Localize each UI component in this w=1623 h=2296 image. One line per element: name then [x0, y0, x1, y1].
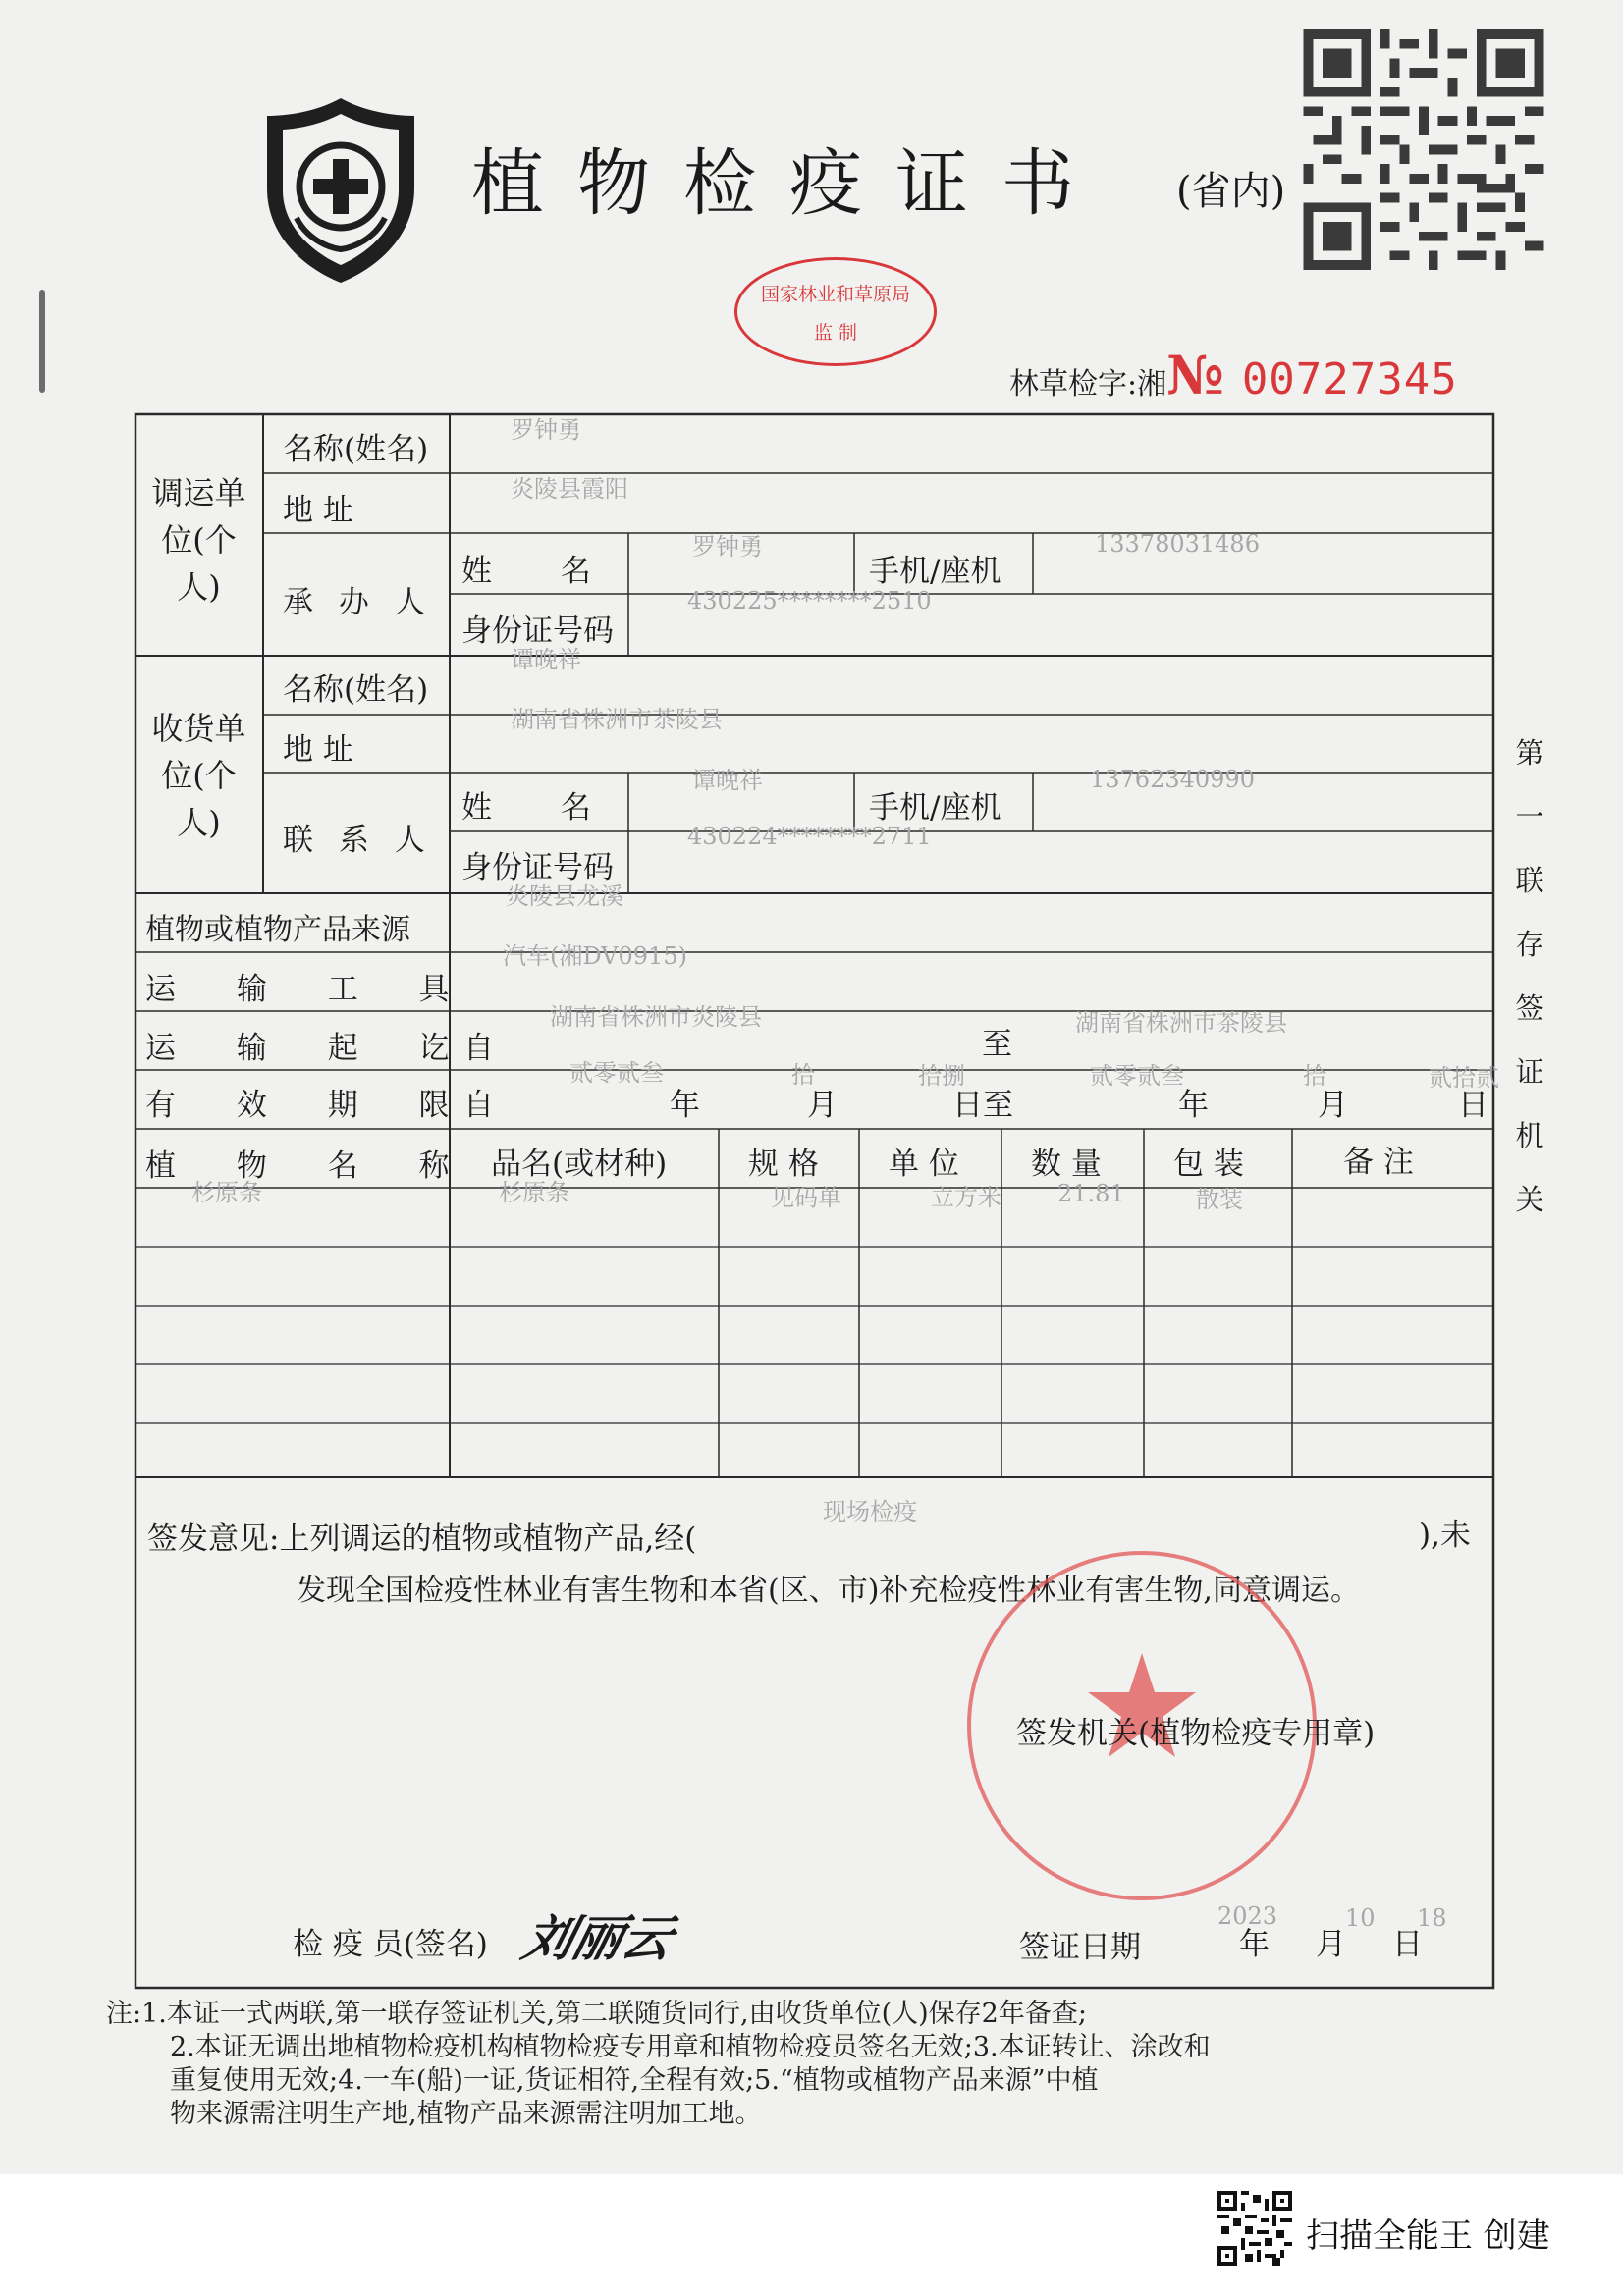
item-variety: 杉原条	[499, 1179, 569, 1206]
validity-from-year-word: 年	[670, 1088, 700, 1123]
note-line-1: 注:1.本证一式两联,第一联存签证机关,第二联随货同行,由收货单位(人)保存2年备查;	[106, 1999, 1087, 2029]
consignee-person-name-label: 姓 名	[461, 790, 591, 826]
issue-date-year-word: 年	[1239, 1927, 1270, 1962]
consignee-contact-label: 联 系 人	[283, 823, 433, 858]
validity-to-year-word: 年	[1178, 1088, 1209, 1123]
copy-side-label: 第一联存签证机关	[1515, 736, 1544, 1216]
shipper-id-value: 430225********2510	[687, 587, 932, 614]
certificate-notes	[106, 1998, 1540, 2131]
issue-date-day: 18	[1417, 1904, 1447, 1932]
certificate-number: 00727345	[1241, 354, 1458, 404]
item-packing: 散装	[1196, 1186, 1243, 1213]
route-from-word: 自	[463, 1031, 494, 1066]
item-plant-name: 杉原条	[191, 1179, 262, 1206]
shipper-address-label: 地 址	[283, 493, 353, 528]
item-spec: 见码单	[771, 1184, 841, 1211]
column-packing: 包 装	[1173, 1147, 1244, 1182]
route-to-value: 湖南省株洲市茶陵县	[1075, 1009, 1287, 1037]
shipper-phone-label: 手机/座机	[869, 554, 1001, 589]
validity-from-day: 拾捌	[918, 1062, 965, 1090]
issuer-label: 签发机关(植物检疫专用章)	[1016, 1716, 1376, 1751]
consignee-address-value: 湖南省株洲市茶陵县	[511, 706, 723, 733]
scanner-app-watermark: 扫描全能王 创建	[1306, 2216, 1550, 2256]
shipper-name-value: 罗钟勇	[511, 416, 581, 444]
consignee-phone-label: 手机/座机	[869, 790, 1001, 826]
document-title: 植物检疫证书	[471, 141, 1108, 226]
shipper-phone-value: 13378031486	[1095, 530, 1260, 558]
validity-to-day-word: 日	[1458, 1088, 1488, 1123]
column-plant-name: 植 物 名 称	[145, 1148, 450, 1184]
certificate-prefix: 林草检字:湘	[1009, 367, 1167, 401]
validity-to-month: 拾	[1303, 1062, 1326, 1090]
source-label: 植物或植物产品来源	[145, 913, 410, 947]
opinion-suffix: ),未	[1419, 1518, 1471, 1553]
validity-from-month: 拾	[791, 1061, 815, 1089]
shipper-id-label: 身份证号码	[461, 614, 614, 649]
column-unit: 单 位	[889, 1147, 959, 1182]
validity-label: 有 效 期 限	[145, 1088, 450, 1123]
note-line-4: 物来源需注明生产地,植物产品来源需注明加工地。	[170, 2099, 762, 2129]
issue-date-label: 签证日期	[1019, 1930, 1141, 1965]
column-spec: 规 格	[748, 1147, 819, 1182]
shipper-person-name-value: 罗钟勇	[692, 533, 763, 561]
route-from-value: 湖南省株洲市炎陵县	[550, 1003, 762, 1031]
scanner-app-qr-icon	[1217, 2191, 1292, 2266]
source-value: 炎陵县龙溪	[506, 882, 623, 910]
opinion-method: 现场检疫	[823, 1498, 917, 1525]
seal-top-text: 国家林业和草原局	[760, 284, 910, 305]
item-unit: 立方米	[931, 1184, 1001, 1211]
inspector-label: 检 疫 员(签名)	[293, 1927, 488, 1962]
consignee-id-value: 430224********2711	[687, 823, 932, 850]
consignee-name-label: 名称(姓名)	[283, 672, 429, 708]
shipper-handler-label: 承 办 人	[283, 585, 433, 620]
opinion-line-2: 发现全国检疫性林业有害生物和本省(区、市)补充检疫性林业有害生物,同意调运。	[297, 1574, 1360, 1608]
validity-from-month-word: 月	[807, 1088, 838, 1123]
consignee-name-value: 谭晚祥	[511, 646, 581, 673]
document-title-suffix: (省内)	[1176, 169, 1286, 214]
consignee-section-label: 收货单位(个人)	[151, 710, 246, 841]
column-remarks: 备 注	[1343, 1145, 1414, 1180]
consignee-person-name-value: 谭晚祥	[692, 767, 763, 794]
consignee-id-label: 身份证号码	[461, 850, 614, 885]
shipper-section-label: 调运单位(个人)	[151, 474, 246, 606]
validity-from-word: 自	[463, 1088, 494, 1123]
column-quantity: 数 量	[1031, 1147, 1102, 1182]
consignee-address-label: 地 址	[283, 732, 353, 768]
issue-date-month-word: 月	[1316, 1927, 1346, 1962]
issue-date-month: 10	[1345, 1904, 1376, 1932]
route-label: 运 输 起 讫	[145, 1031, 450, 1066]
certificate-number-mark: №	[1166, 344, 1224, 406]
seal-bottom-text: 监 制	[813, 322, 858, 344]
transport-value: 汽车(湘DV0915)	[503, 942, 687, 970]
shipper-person-name-label: 姓 名	[461, 554, 591, 589]
note-line-3: 重复使用无效;4.一车(船)一证,货证相符,全程有效;5.“植物或植物产品来源”中植	[170, 2065, 1099, 2096]
validity-to-month-word: 月	[1318, 1088, 1348, 1123]
consignee-phone-value: 13762340990	[1090, 766, 1255, 793]
validity-from-year: 贰零贰叁	[569, 1059, 664, 1087]
shipper-name-label: 名称(姓名)	[283, 432, 429, 467]
note-line-2: 2.本证无调出地植物检疫机构植物检疫专用章和植物检疫员签名无效;3.本证转让、涂改和	[170, 2032, 1211, 2062]
column-variety: 品名(或材种)	[491, 1147, 668, 1182]
transport-label: 运 输 工 具	[145, 972, 450, 1007]
issue-date-year: 2023	[1217, 1902, 1278, 1930]
inspector-signature: 刘丽云	[516, 1909, 679, 1967]
validity-day-to-word: 日至	[952, 1088, 1013, 1123]
validity-to-day: 贰拾贰	[1429, 1064, 1499, 1092]
item-quantity: 21.81	[1057, 1180, 1125, 1207]
shipper-address-value: 炎陵县霞阳	[511, 475, 628, 503]
route-to-word: 至	[982, 1027, 1012, 1062]
validity-to-year: 贰零贰叁	[1090, 1062, 1184, 1090]
opinion-prefix: 签发意见:上列调运的植物或植物产品,经(	[147, 1522, 697, 1557]
issue-date-day-word: 日	[1392, 1927, 1423, 1962]
